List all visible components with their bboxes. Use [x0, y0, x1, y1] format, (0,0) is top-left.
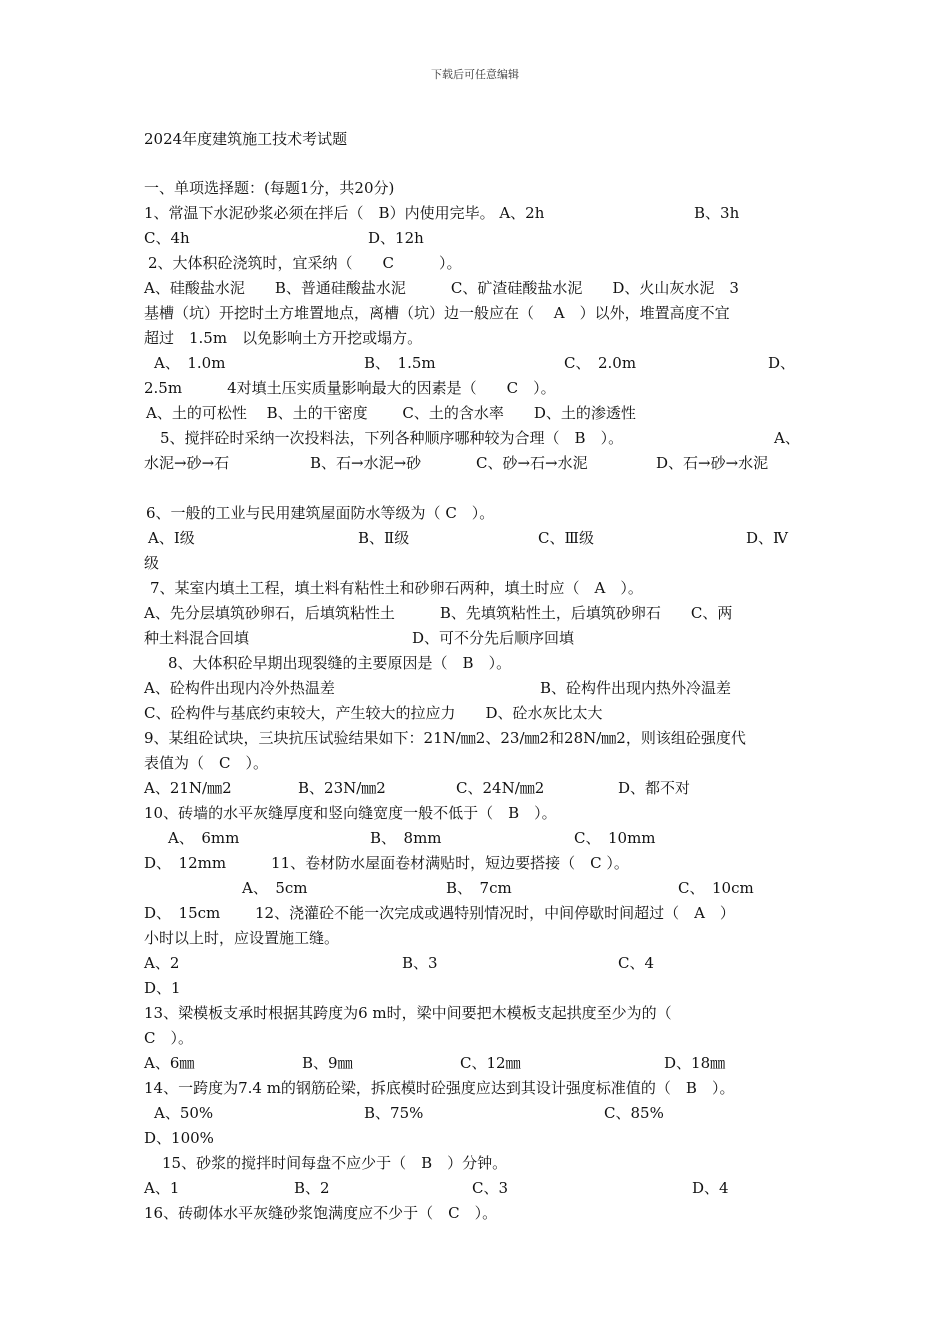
- text-segment: C ）。: [144, 1029, 193, 1047]
- text-line: [144, 351, 804, 376]
- text-segment: C、砼构件与基底约束较大，产生较大的拉应力 D、砼水灰比太大: [144, 704, 603, 722]
- text-segment: C、24N/㎜2: [456, 779, 545, 797]
- text-line: [144, 851, 804, 876]
- text-line: [144, 876, 804, 901]
- text-segment: A、土的可松性 B、土的干密度 C、土的含水率 D、土的渗透性: [146, 404, 636, 422]
- text-segment: B、3: [402, 954, 438, 972]
- text-segment: D、12h: [368, 229, 424, 247]
- blank-line: [144, 476, 804, 501]
- text-segment: A、21N/㎜2: [144, 779, 232, 797]
- text-segment: B、 7cm: [446, 879, 512, 897]
- text-segment: 16、砖砌体水平灰缝砂浆饱满度应不少于（ C ）。: [144, 1204, 498, 1222]
- text-segment: D、: [768, 354, 796, 372]
- text-line: [144, 726, 804, 751]
- text-segment: D、18㎜: [664, 1054, 726, 1072]
- question-list: [144, 176, 804, 1226]
- text-segment: D、100%: [144, 1129, 214, 1147]
- text-line: [144, 701, 804, 726]
- text-segment: C、12㎜: [460, 1054, 521, 1072]
- text-segment: D、可不分先后顺序回填: [412, 629, 575, 647]
- text-segment: A、 5cm: [242, 879, 308, 897]
- text-segment: D、石→砂→水泥: [656, 454, 769, 472]
- text-segment: A、2: [144, 954, 180, 972]
- text-line: [144, 301, 804, 326]
- text-segment: B、75%: [364, 1104, 424, 1122]
- text-segment: 基槽（坑）开挖时土方堆置地点，离槽（坑）边一般应在（ A ）以外，堆置高度不宜: [144, 304, 730, 322]
- text-line: [144, 401, 804, 426]
- text-line: [144, 1076, 804, 1101]
- text-line: [144, 326, 804, 351]
- text-segment: 5、搅拌砼时采纳一次投料法，下列各种顺序哪种较为合理（ B ）。: [160, 429, 624, 447]
- page-header: 下载后可任意编辑: [431, 68, 519, 81]
- text-segment: 超过 1.5m 以免影响土方开挖或塌方。: [144, 329, 423, 347]
- text-segment: A、先分层填筑砂卵石，后填筑粘性土 B、先填筑粘性土，后填筑砂卵石 C、两: [144, 604, 733, 622]
- text-segment: B、 1.5m: [364, 354, 436, 372]
- text-segment: C、 10cm: [678, 879, 754, 897]
- text-line: [144, 426, 804, 451]
- text-line: [144, 1151, 804, 1176]
- text-segment: B、3h: [694, 204, 740, 222]
- text-line: [144, 976, 804, 1001]
- text-segment: 种土料混合回填: [144, 629, 250, 647]
- text-line: [144, 751, 804, 776]
- text-line: [144, 376, 804, 401]
- text-segment: A、硅酸盐水泥 B、普通硅酸盐水泥 C、矿渣硅酸盐水泥 D、火山灰水泥 3: [144, 279, 739, 297]
- text-segment: A、6㎜: [144, 1054, 195, 1072]
- text-line: [144, 651, 804, 676]
- text-line: [144, 226, 804, 251]
- text-segment: C、Ⅲ级: [538, 529, 594, 547]
- text-segment: C、85%: [604, 1104, 664, 1122]
- text-line: [144, 801, 804, 826]
- text-segment: 级: [144, 554, 160, 572]
- text-line: [144, 451, 804, 476]
- text-line: [144, 201, 804, 226]
- text-segment: 水泥→砂→石: [144, 454, 230, 472]
- text-segment: 13、梁模板支承时根据其跨度为6 m时，梁中间要把木模板支起拱度至少为的（: [144, 1004, 672, 1022]
- text-segment: B、Ⅱ级: [358, 529, 410, 547]
- text-segment: B、9㎜: [302, 1054, 353, 1072]
- text-segment: C、 2.0m: [564, 354, 637, 372]
- text-line: [144, 176, 804, 201]
- text-segment: 15、砂浆的搅拌时间每盘不应少于（ B ）分钟。: [162, 1154, 508, 1172]
- text-segment: C、4h: [144, 229, 190, 247]
- text-segment: B、23N/㎜2: [298, 779, 386, 797]
- text-line: [144, 1101, 804, 1126]
- text-segment: B、2: [294, 1179, 330, 1197]
- text-line: [144, 901, 804, 926]
- text-line: [144, 1051, 804, 1076]
- text-segment: 2、大体积砼浇筑时，宜采纳（ C ）。: [148, 254, 462, 272]
- text-segment: C、 10mm: [574, 829, 656, 847]
- text-line: [144, 276, 804, 301]
- text-segment: A、 6mm: [168, 829, 240, 847]
- text-segment: C、3: [472, 1179, 509, 1197]
- text-segment: 小时以上时，应设置施工缝。: [144, 929, 340, 947]
- text-line: [144, 926, 804, 951]
- text-segment: B、砼构件出现内热外冷温差: [540, 679, 732, 697]
- text-line: [144, 1026, 804, 1051]
- text-segment: 1、常温下水泥砂浆必须在拌后（ B）内使用完毕。 A、2h: [144, 204, 545, 222]
- document-title: 2024年度建筑施工技术考试题: [144, 130, 348, 148]
- text-line: [144, 826, 804, 851]
- text-segment: 2.5m 4对填土压实质量影响最大的因素是（ C ）。: [144, 379, 556, 397]
- text-segment: 6、一般的工业与民用建筑屋面防水等级为（ C ）。: [146, 504, 495, 522]
- text-segment: B、石→水泥→砂: [310, 454, 422, 472]
- text-segment: 8、大体积砼早期出现裂缝的主要原因是（ B ）。: [168, 654, 512, 672]
- text-segment: D、 12mm 11、卷材防水屋面卷材满贴时，短边要搭接（ C ）。: [144, 854, 629, 872]
- text-line: [144, 551, 804, 576]
- text-segment: A、50%: [154, 1104, 214, 1122]
- text-segment: D、1: [144, 979, 181, 997]
- text-segment: D、Ⅳ: [746, 529, 789, 547]
- text-segment: A、砼构件出现内冷外热温差: [144, 679, 335, 697]
- text-segment: A、 1.0m: [154, 354, 226, 372]
- text-line: [144, 526, 804, 551]
- text-segment: B、 8mm: [370, 829, 442, 847]
- text-segment: C、砂→石→水泥: [476, 454, 588, 472]
- text-line: [144, 1176, 804, 1201]
- text-segment: A、1: [144, 1179, 180, 1197]
- text-segment: D、4: [692, 1179, 729, 1197]
- text-line: [144, 951, 804, 976]
- text-line: [144, 626, 804, 651]
- text-line: [144, 676, 804, 701]
- text-line: [144, 251, 804, 276]
- text-line: [144, 1126, 804, 1151]
- text-segment: 7、某室内填土工程，填土料有粘性土和砂卵石两种，填土时应（ A ）。: [150, 579, 643, 597]
- text-line: [144, 576, 804, 601]
- text-line: [144, 601, 804, 626]
- text-segment: C、4: [618, 954, 655, 972]
- text-segment: 表值为（ C ）。: [144, 754, 268, 772]
- text-segment: A、Ⅰ级: [148, 529, 195, 547]
- text-segment: D、都不对: [618, 779, 691, 797]
- text-line: [144, 501, 804, 526]
- text-line: [144, 1201, 804, 1226]
- text-segment: 9、某组砼试块，三块抗压试验结果如下：21N/㎜2、23/㎜2和28N/㎜2，则该组砼强度代: [144, 729, 746, 747]
- text-segment: A、: [774, 429, 800, 447]
- text-segment: D、 15cm 12、浇灌砼不能一次完成或遇特别情况时，中间停歇时间超过（ A ）: [144, 904, 735, 922]
- text-segment: 10、砖墙的水平灰缝厚度和竖向缝宽度一般不低于（ B ）。: [144, 804, 557, 822]
- text-line: [144, 1001, 804, 1026]
- text-segment: 14、一跨度为7.4 m的钢筋砼梁，拆底模时砼强度应达到其设计强度标准值的（ B ）。: [144, 1079, 735, 1097]
- text-segment: 一、单项选择题：(每题1分，共20分): [144, 179, 395, 197]
- text-line: [144, 776, 804, 801]
